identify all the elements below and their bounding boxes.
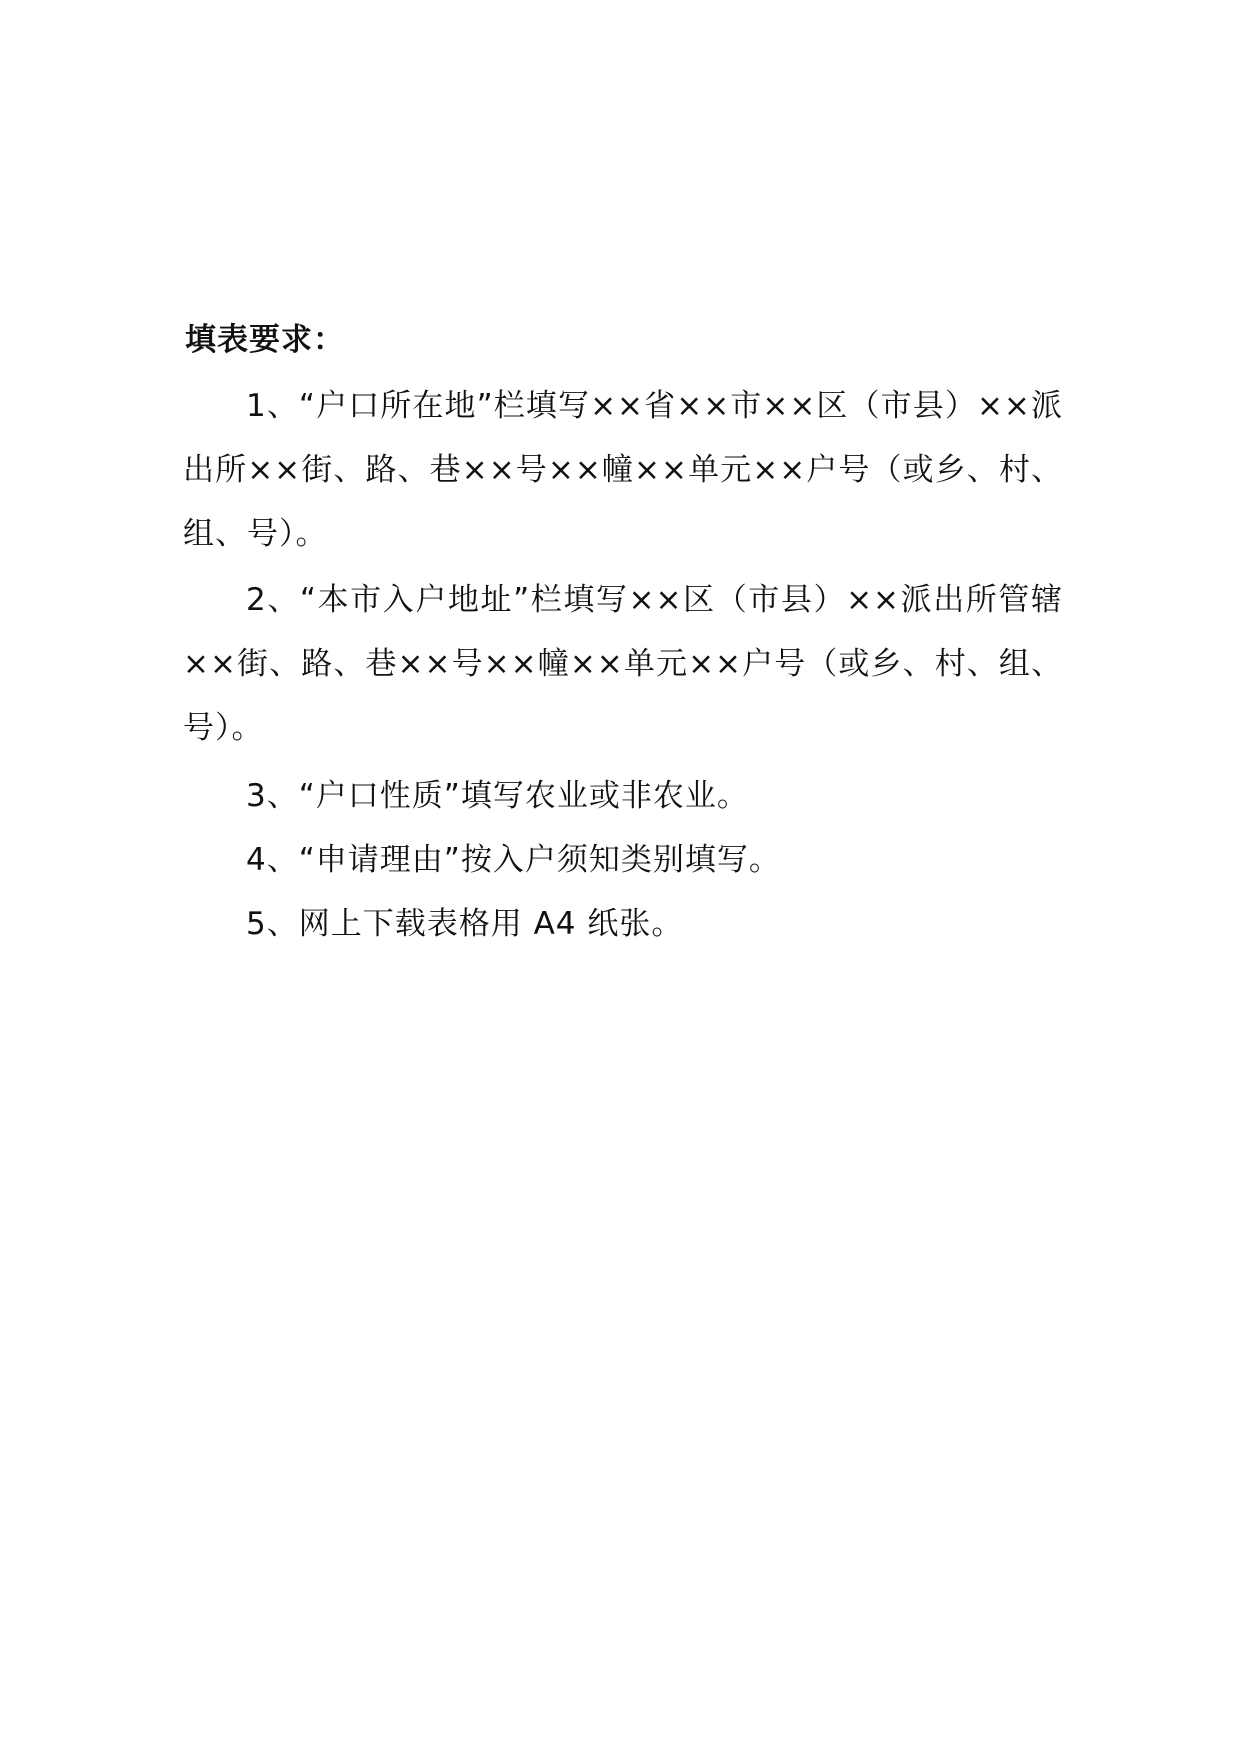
requirement-item-application-reason: 4、“申请理由”按入户须知类别填写。	[246, 842, 781, 878]
requirement-item-household-type: 3、“户口性质”填写农业或非农业。	[246, 778, 749, 814]
requirement-item-residence-location: 1、“户口所在地”栏填写××省××市××区（市县）××派出所××街、路、巷××号××幢××单元××户号（或乡、村、组、号）。	[183, 388, 1063, 552]
form-requirements-heading: 填表要求：	[185, 322, 345, 358]
requirement-item-city-address: 2、“本市入户地址”栏填写××区（市县）××派出所管辖××街、路、巷××号××幢××单元××户号（或乡、村、组、号）。	[183, 582, 1063, 746]
requirement-item-paper-size: 5、网上下载表格用 A4 纸张。	[246, 906, 684, 942]
